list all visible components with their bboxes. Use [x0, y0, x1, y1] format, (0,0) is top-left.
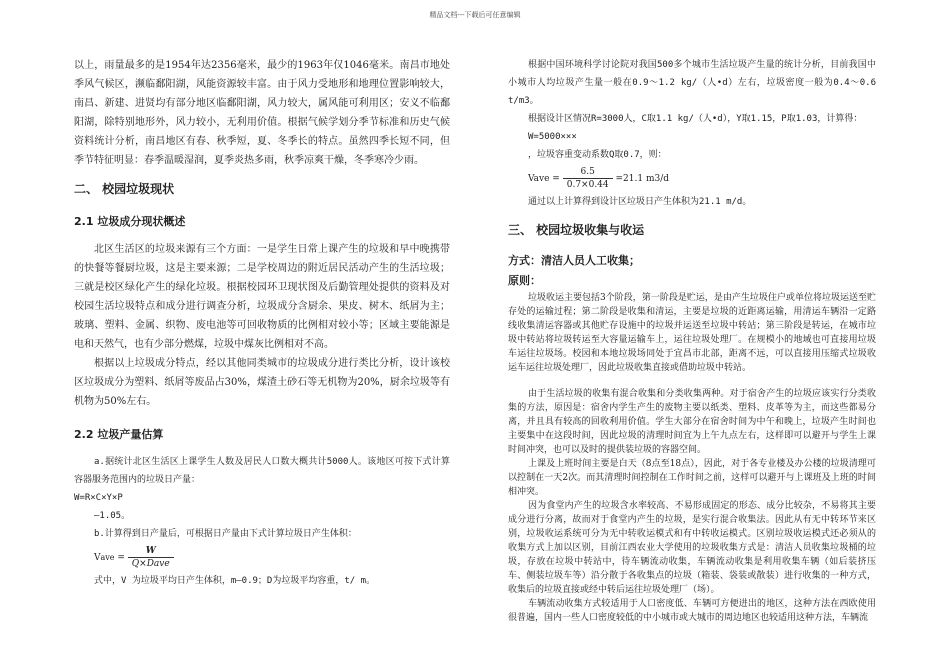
- paragraph-collection-stages: 垃圾收运主要包括3个阶段，第一阶段是贮运，是由产生垃圾住户或单位将垃圾运送至贮存处的运输过程；第二阶段是收集和清运，主要是垃圾的近距离运输，用清运车辆沿一定路线收集清运容器或其他贮存设施中的垃圾并运送至垃圾中转站；第三阶段是转运，在城市垃圾中转站将垃圾转运至大容量运输车上，运往垃圾处理厂。在规模小的地域也可直接用垃圾车运往垃圾场。校园和本地垃圾场同处于宜昌市北部，距离不远，可以直接用压缩式垃圾收运车运往垃圾处理厂，因此垃圾收集直接或借助垃圾中转站。: [508, 293, 876, 373]
- paragraph-climate: 以上，雨量最多的是1954年达2356毫米，最少的1963年仅1046毫米。南昌市地处季风气候区，濒临鄱阳湖，风能资源较丰富。由于风力受地形和地理位置影响较大，南昌、新建、进贤均有部分地区临鄱阳湖，风力较大，属风能可利用区；安义不临鄱阳湖，除特别地形外，风力较小，无利用价值。根据气候学划分季节标准和历史气候资料统计分析，南昌地区有春、秋季短，夏、冬季长的特点。虽然四季长短不同，但季节特征明显：春季温暖湿润，夏季炎热多雨，秋季凉爽干燥，冬季寒冷少雨。: [74, 60, 450, 166]
- left-column: [74, 56, 450, 590]
- collection-method: 方式：清洁人员人工收集；: [508, 254, 640, 267]
- paragraph-mobile-collection: 车辆流动收集方式较适用于人口密度低、车辆可方便进出的地区，这种方法在西欧使用很普遍，国内一些人口密度较低的中小城市或大城市的周边地区也较适用这种方法，车辆流: [508, 599, 876, 623]
- paragraph-w-calc: W=5000×××: [528, 132, 577, 142]
- subsection-heading-2-1: 2.1 垃圾成分现状概述: [74, 215, 186, 228]
- formula-daily-output: W=R×C×Y×P: [74, 493, 123, 503]
- formula-vave-unit: m3/d: [645, 174, 670, 184]
- paragraph-density-coef: ，垃圾容重变动系数Q取0.7，则：: [528, 150, 667, 160]
- section-heading-2: 二、 校园垃圾现状: [74, 182, 175, 196]
- formula-volume: Vave = $\frac{W}{\text{Q×Dave}}$: [94, 545, 450, 570]
- formula-vave-numerator: 6.5: [563, 166, 613, 179]
- paragraph-design-params: 根据设计区情况R=3000人，C取1.1 kg/（人•d），Y取1.15，P取1.03，计算得：: [528, 114, 863, 124]
- formula-vave-result-value: =21.1: [615, 174, 644, 184]
- formula-denominator: Q×Dave: [131, 559, 170, 569]
- formula-vave-denominator: 0.7×0.44: [566, 180, 609, 190]
- formula-volume-symbol: V: [94, 553, 101, 563]
- formula-volume-fraction: [128, 545, 174, 570]
- formula-vave-result: [528, 166, 876, 191]
- paragraph-population: a.据统计北区生活区上课学生人数及居民人口数大概共计5000人。该地区可按下式计算容器服务范围内的垃圾日产量：: [74, 457, 450, 485]
- right-column: [508, 56, 876, 625]
- paragraph-waste-composition: 根据以上垃圾成分特点，经以其他同类城市的垃圾成分进行类比分析，设计该校区垃圾成分为塑料、纸屑等废品占30%，煤渣土砂石等无机物为20%，厨余垃圾等有机物为50%左右。: [74, 358, 450, 407]
- formula-numerator: W: [128, 545, 174, 558]
- paragraph-class-hours: 上课及上班时间主要是白天（8点至18点），因此，对于各专业楼及办公楼的垃圾清理可以控制在一天2次。而其清理时间控制在工作时间之前，这样可以避开与上课班及上班的时间相冲突。: [508, 459, 876, 497]
- section-heading-3: 三、 校园垃圾收集与收运: [508, 223, 645, 237]
- paragraph-formula-explanation: 式中，V 为垃圾平均日产生体积，m—0.9；D为垃圾平均容重，t/ m。: [94, 576, 376, 586]
- paragraph-national-stats: 根据中国环境科学讨论院对我国500多个城市生活垃圾产生量的统计分析，目前我国中小城市人均垃圾产生量一般在0.9～1.2 kg/（人•d）左右，垃圾密度一般为0.4～0.6 t/m3。: [508, 60, 876, 106]
- paragraph-dorm-collection: 由于生活垃圾的收集有混合收集和分类收集两种。对于宿舍产生的垃圾应该实行分类收集的方法，原因是：宿舍内学生产生的废物主要以纸类、塑料、皮革等为主，而这些都易分离，并且具有较高的回收利用价值。学生大部分在宿舍时间为中午和晚上，垃圾产生时间也主要集中在这段时间，因此垃圾的清理时间宜为上午九点左右，这样即可以避开与学生上课时间冲突，也可以及时的提供装垃圾的容器空间。: [508, 389, 876, 455]
- formula-note: —1.05。: [94, 511, 131, 521]
- paragraph-volume-result: 通过以上计算得到设计区垃圾日产生体积为21.1 m/d。: [528, 197, 752, 207]
- paragraph-canteen-waste: 因为食堂内产生的垃圾含水率较高、不易形成固定的形态、成分比较杂，不易将其主要成分进行分离，故而对于食堂内产生的垃圾，是实行混合收集法。因此从有无中转环节来区别，垃圾收运系统可分为无中转收运模式和有中转收运模式。区别垃圾收运模式还必须从的收集方式上加以区别，目前江西农业大学使用的垃圾收集方式是：清洁人员收集垃圾桶的垃圾，存放在垃圾中转站中，待车辆流动收集，车辆流动收集是利用收集车辆（如后装挤压车、侧装垃圾车等）沿分散于各收集点的垃圾（箱装、袋装或散装）进行收集的一种方式，收集后的垃圾直接或经中转后运往垃圾处理厂（场）。: [508, 501, 876, 595]
- formula-vave-symbol: Vave =: [528, 174, 560, 184]
- collection-principle-label: 原则：: [508, 274, 541, 287]
- paragraph-waste-sources: 北区生活区的垃圾来源有三个方面：一是学生日常上课产生的垃圾和早中晚携带的快餐等餐厨垃圾，这是主要来源；二是学校周边的附近居民活动产生的生活垃圾；三就是校区绿化产生的绿化垃圾。根据校园环卫现状图及后勤管理处提供的资料及对校园生活垃圾特点和成分进行调查分析，垃圾成分含厨余、果皮、树木、纸屑为主；玻璃、塑料、金属、织物、废电池等可回收物质的比例相对较小等；区域主要能源是电和天然气，也有少部分燃煤，垃圾中煤灰比例相对不高。: [74, 244, 450, 350]
- page-header: 精品文档---下载后可任意编辑: [429, 11, 521, 19]
- formula-vave-fraction: [563, 166, 613, 191]
- subsection-heading-2-2: 2.2 垃圾产量估算: [74, 428, 164, 441]
- paragraph-volume-intro: b.计算得到日产量后，可根据日产量由下式计算垃圾日产生体积：: [94, 529, 357, 539]
